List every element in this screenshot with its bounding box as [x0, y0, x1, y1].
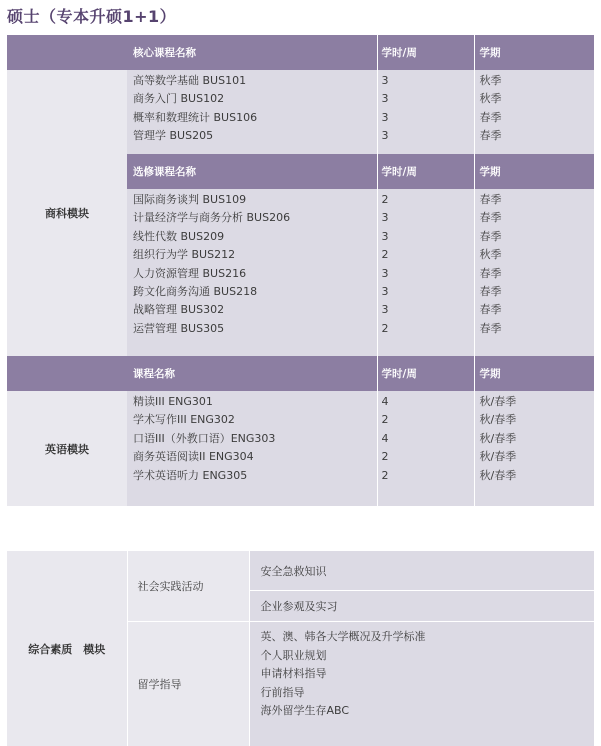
- course-hours: 3: [382, 209, 474, 227]
- header-spacer: [7, 35, 127, 70]
- course-name: 概率和数理统计 BUS106: [133, 109, 377, 127]
- core-course-body-row: [7, 70, 594, 154]
- course-hours: 2: [382, 467, 474, 485]
- page-title: 硕士（专本升硕1+1）: [7, 4, 176, 27]
- course-name: 跨文化商务沟通 BUS218: [133, 283, 377, 301]
- course-term: 春季: [480, 320, 595, 338]
- course-term: 秋/春季: [480, 430, 595, 448]
- core-course-terms: [474, 70, 594, 154]
- course-hours: 2: [382, 246, 474, 264]
- english-course-body-row: [7, 391, 594, 506]
- guidance-item: 个人职业规划: [261, 647, 595, 666]
- core-term-header: 学期: [474, 35, 594, 70]
- english-course-name-header: 课程名称: [127, 356, 377, 391]
- core-hours-header: 学时/周: [377, 35, 474, 70]
- course-name: 口语III（外教口语）ENG303: [133, 430, 377, 448]
- elective-course-names: [127, 189, 377, 356]
- course-term: 春季: [480, 228, 595, 246]
- social-practice-label: 社会实践活动: [127, 551, 249, 622]
- course-term: 秋/春季: [480, 467, 595, 485]
- course-term: 春季: [480, 301, 595, 319]
- course-hours: 2: [382, 320, 474, 338]
- course-hours: 3: [382, 127, 474, 145]
- course-term: 春季: [480, 191, 595, 209]
- elective-course-name-header: 选修课程名称: [127, 154, 377, 189]
- elective-hours-header: 学时/周: [377, 154, 474, 189]
- english-course-terms: [474, 391, 594, 506]
- guidance-item: 英、澳、韩各大学概况及升学标准: [261, 628, 595, 647]
- course-name: 组织行为学 BUS212: [133, 246, 377, 264]
- social-practice-item: 安全急救知识: [249, 551, 594, 591]
- course-name: 高等数学基础 BUS101: [133, 72, 377, 90]
- english-course-header-row: [7, 356, 594, 391]
- course-name: 计量经济学与商务分析 BUS206: [133, 209, 377, 227]
- course-hours: 3: [382, 283, 474, 301]
- english-course-hours: [377, 391, 474, 506]
- comprehensive-quality-table: [7, 551, 594, 746]
- course-name: 国际商务谈判 BUS109: [133, 191, 377, 209]
- english-module-label: 英语模块: [7, 391, 127, 506]
- course-hours: 4: [382, 430, 474, 448]
- course-hours: 3: [382, 228, 474, 246]
- study-abroad-items: [249, 622, 594, 746]
- course-term: 春季: [480, 265, 595, 283]
- course-hours: 3: [382, 90, 474, 108]
- guidance-item: 申请材料指导: [261, 665, 595, 684]
- course-term: 秋/春季: [480, 411, 595, 429]
- course-name: 运营管理 BUS305: [133, 320, 377, 338]
- course-name: 商务入门 BUS102: [133, 90, 377, 108]
- guidance-item: 行前指导: [261, 684, 595, 703]
- course-hours: 3: [382, 301, 474, 319]
- course-name: 管理学 BUS205: [133, 127, 377, 145]
- course-hours: 3: [382, 109, 474, 127]
- course-term: 春季: [480, 209, 595, 227]
- english-hours-header: 学时/周: [377, 356, 474, 391]
- english-term-header: 学期: [474, 356, 594, 391]
- social-practice-row-1: [7, 551, 594, 591]
- course-term: 秋季: [480, 90, 595, 108]
- course-term: 春季: [480, 109, 595, 127]
- elective-course-terms: [474, 189, 594, 356]
- core-course-names: [127, 70, 377, 154]
- comprehensive-module-label: 综合素质 模块: [7, 551, 127, 746]
- course-name: 人力资源管理 BUS216: [133, 265, 377, 283]
- course-hours: 4: [382, 393, 474, 411]
- course-name: 精读III ENG301: [133, 393, 377, 411]
- course-term: 秋/春季: [480, 393, 595, 411]
- course-hours: 3: [382, 72, 474, 90]
- course-name: 战略管理 BUS302: [133, 301, 377, 319]
- english-course-names: [127, 391, 377, 506]
- core-course-header-row: [7, 35, 594, 70]
- course-term: 秋季: [480, 246, 595, 264]
- course-hours: 2: [382, 191, 474, 209]
- course-term: 春季: [480, 283, 595, 301]
- core-course-hours: [377, 70, 474, 154]
- course-hours: 2: [382, 411, 474, 429]
- business-module-label: 商科模块: [7, 70, 127, 356]
- social-practice-item: 企业参观及实习: [249, 591, 594, 622]
- course-name: 商务英语阅读II ENG304: [133, 448, 377, 466]
- course-term: 秋季: [480, 72, 595, 90]
- curriculum-table: [7, 35, 594, 506]
- header-spacer: [7, 356, 127, 391]
- course-term: 秋/春季: [480, 448, 595, 466]
- course-hours: 3: [382, 265, 474, 283]
- course-name: 线性代数 BUS209: [133, 228, 377, 246]
- course-name: 学术写作III ENG302: [133, 411, 377, 429]
- elective-term-header: 学期: [474, 154, 594, 189]
- study-abroad-guidance-label: 留学指导: [127, 622, 249, 746]
- course-term: 春季: [480, 127, 595, 145]
- guidance-item: 海外留学生存ABC: [261, 702, 595, 721]
- course-hours: 2: [382, 448, 474, 466]
- course-name: 学术英语听力 ENG305: [133, 467, 377, 485]
- core-course-name-header: 核心课程名称: [127, 35, 377, 70]
- elective-course-hours: [377, 189, 474, 356]
